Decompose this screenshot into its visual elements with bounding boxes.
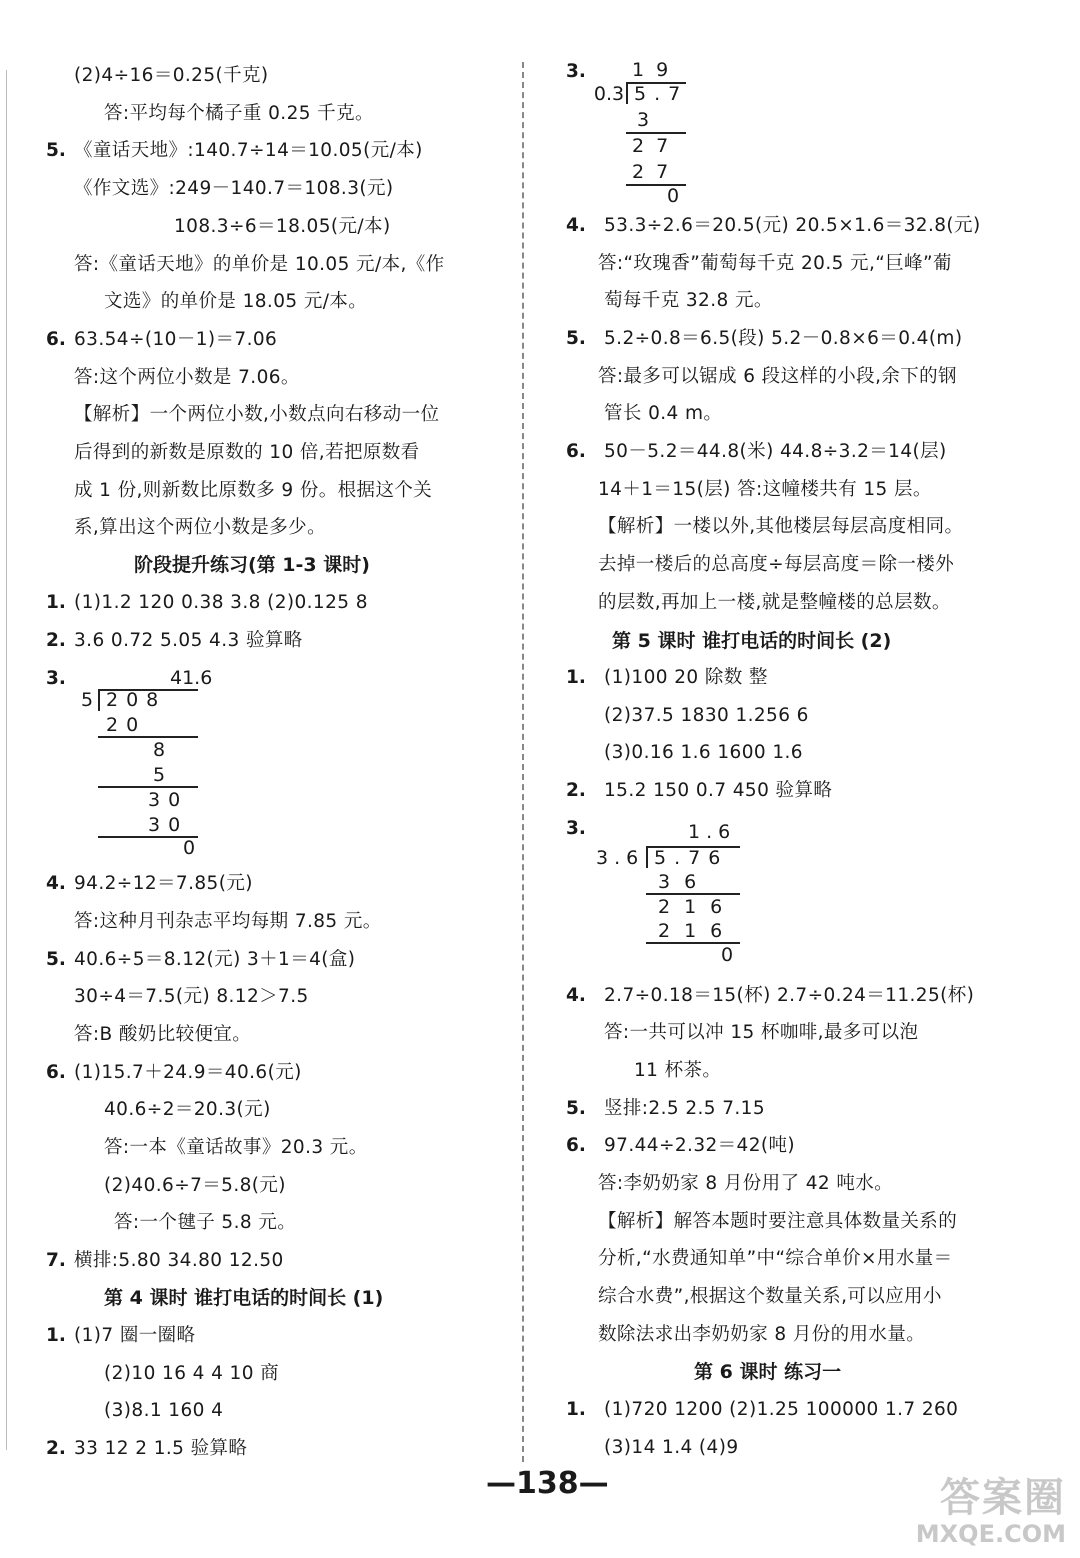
answer-line: (3)8.1 160 4	[104, 1400, 224, 1421]
answer-line: (2)4÷16＝0.25(千克)	[74, 65, 269, 86]
question-number: 3.	[566, 818, 586, 839]
answer-line: 答:这个两位小数是 7.06。	[74, 367, 300, 388]
answer-line: 15.2 150 0.7 450 验算略	[604, 780, 833, 801]
division-step: 8	[152, 739, 166, 761]
answer-line: 30÷4＝7.5(元) 8.12＞7.5	[74, 986, 309, 1007]
answer-line: 答:一共可以冲 15 杯咖啡,最多可以泡	[604, 1022, 919, 1043]
division-step: 27	[632, 161, 681, 183]
division-step: 30	[148, 814, 189, 836]
column-divider	[522, 62, 524, 1462]
divisor: 0.3	[593, 83, 625, 105]
answer-line: (1)7 圈一圈略	[74, 1325, 196, 1346]
question-number: 2.	[46, 1438, 66, 1459]
long-division-left	[76, 656, 213, 859]
division-step: 216	[658, 920, 737, 942]
question-number: 6.	[566, 1135, 586, 1156]
answer-line: 答:一本《童话故事》20.3 元。	[104, 1137, 368, 1158]
answer-line: 【解析】一个两位小数,小数点向右移动一位	[74, 404, 440, 425]
answer-line: (3)0.16 1.6 1600 1.6	[604, 742, 803, 763]
answer-line: 答:最多可以锯成 6 段这样的小段,余下的钢	[598, 366, 957, 387]
division-step: 0	[720, 944, 734, 966]
question-number: 3.	[46, 668, 66, 689]
answer-line: 3.6 0.72 5.05 4.3 验算略	[74, 630, 303, 651]
question-number: 1.	[46, 1325, 66, 1346]
question-number: 6.	[46, 1062, 66, 1083]
answer-line: 《童话天地》:140.7÷14＝10.05(元/本)	[74, 140, 423, 161]
question-number: 2.	[566, 780, 586, 801]
division-step: 5	[152, 764, 166, 786]
division-step: 0	[666, 185, 680, 207]
watermark-site: MXQE.COM	[915, 1520, 1066, 1548]
division-step: 30	[148, 789, 189, 811]
dividend: 5.7	[634, 83, 689, 105]
answer-line: 后得到的新数是原数的 10 倍,若把原数看	[74, 442, 420, 463]
dividend: 5.76	[654, 847, 729, 869]
long-division-right-top	[592, 56, 702, 206]
answer-line: (1)100 20 除数 整	[604, 667, 768, 688]
answer-line: 5.2÷0.8＝6.5(段) 5.2－0.8×6＝0.4(m)	[604, 328, 963, 349]
divisor: 5	[80, 689, 94, 711]
answer-line: 横排:5.80 34.80 12.50	[74, 1250, 284, 1271]
answer-line: 97.44÷2.32＝42(吨)	[604, 1135, 796, 1156]
question-number: 1.	[566, 1399, 586, 1420]
question-number: 2.	[46, 630, 66, 651]
dividend: 208	[106, 689, 167, 711]
division-step: 0	[182, 837, 196, 859]
division-step: 27	[632, 135, 681, 157]
division-step: 3	[636, 109, 650, 131]
answer-line: 14＋1＝15(层) 答:这幢楼共有 15 层。	[598, 479, 932, 500]
answer-line: (1)15.7＋24.9＝40.6(元)	[74, 1062, 302, 1083]
section-title: 第 5 课时 谁打电话的时间长 (2)	[612, 630, 892, 652]
answer-line: 文选》的单价是 18.05 元/本。	[104, 291, 368, 312]
question-number: 4.	[46, 873, 66, 894]
page-number: —138—	[486, 1466, 609, 1501]
question-number: 3.	[566, 61, 586, 82]
answer-line: 108.3÷6＝18.05(元/本)	[174, 216, 391, 237]
answer-line: 40.6÷5＝8.12(元) 3＋1＝4(盒)	[74, 949, 356, 970]
answer-line: 33 12 2 1.5 验算略	[74, 1438, 248, 1459]
section-title: 第 4 课时 谁打电话的时间长 (1)	[104, 1287, 384, 1309]
answer-line: 答:《童话天地》的单价是 10.05 元/本,《作	[74, 254, 445, 275]
question-number: 5.	[46, 949, 66, 970]
quotient: 1.6	[688, 821, 737, 843]
answer-line: 《作文选》:249－140.7＝108.3(元)	[74, 178, 394, 199]
answer-line: 答:李奶奶家 8 月份用了 42 吨水。	[598, 1173, 894, 1194]
answer-line: 分析,“水费通知单”中“综合单价×用水量＝	[598, 1248, 953, 1269]
quotient: 41.6	[170, 667, 213, 689]
watermark-brand: 答案圈	[940, 1475, 1066, 1521]
section-title: 阶段提升练习(第 1-3 课时)	[134, 554, 370, 576]
answer-line: (2)37.5 1830 1.256 6	[604, 705, 809, 726]
division-step: 20	[106, 714, 147, 736]
answer-line: 答:平均每个橘子重 0.25 千克。	[104, 103, 374, 124]
answer-line: 94.2÷12＝7.85(元)	[74, 873, 253, 894]
question-number: 6.	[566, 441, 586, 462]
question-number: 5.	[46, 140, 66, 161]
answer-line: 管长 0.4 m。	[604, 403, 723, 424]
answer-line: 答:“玫瑰香”葡萄每千克 20.5 元,“巨峰”葡	[598, 253, 952, 274]
answer-line: (2)10 16 4 4 10 商	[104, 1363, 280, 1384]
division-step: 36	[658, 871, 711, 893]
answer-line: 53.3÷2.6＝20.5(元) 20.5×1.6＝32.8(元)	[604, 215, 981, 236]
answer-line: 竖排:2.5 2.5 7.15	[604, 1098, 766, 1119]
quotient: 19	[632, 59, 681, 81]
answer-line: 系,算出这个两位小数是多少。	[74, 517, 326, 538]
question-number: 1.	[566, 667, 586, 688]
answer-line: 【解析】一楼以外,其他楼层每层高度相同。	[598, 516, 964, 537]
divisor: 3.6	[596, 847, 645, 869]
answer-line: 2.7÷0.18＝15(杯) 2.7÷0.24＝11.25(杯)	[604, 985, 975, 1006]
question-number: 7.	[46, 1250, 66, 1271]
answer-line: 11 杯茶。	[634, 1060, 722, 1081]
answer-line: 50－5.2＝44.8(米) 44.8÷3.2＝14(层)	[604, 441, 947, 462]
answer-line: 答:B 酸奶比较便宜。	[74, 1024, 252, 1045]
question-number: 4.	[566, 215, 586, 236]
answer-line: 的层数,再加上一楼,就是整幢楼的总层数。	[598, 592, 951, 613]
answer-line: 综合水费”,根据这个数量关系,可以应用小	[598, 1286, 942, 1307]
answer-line: 答:一个毽子 5.8 元。	[114, 1212, 297, 1233]
answer-line: 萄每千克 32.8 元。	[604, 290, 773, 311]
answer-line: (1)1.2 120 0.38 3.8 (2)0.125 8	[74, 592, 368, 613]
answer-line: 40.6÷2＝20.3(元)	[104, 1099, 271, 1120]
division-step: 216	[658, 896, 737, 918]
page-edge-line	[6, 70, 7, 1450]
answer-line: 去掉一楼后的总高度÷每层高度＝除一楼外	[598, 554, 955, 575]
answer-line: (3)14 1.4 (4)9	[604, 1437, 739, 1458]
answer-line: 答:这种月刊杂志平均每期 7.85 元。	[74, 911, 382, 932]
question-number: 6.	[46, 329, 66, 350]
section-title: 第 6 课时 练习一	[694, 1361, 842, 1383]
question-number: 4.	[566, 985, 586, 1006]
question-number: 5.	[566, 328, 586, 349]
question-number: 1.	[46, 592, 66, 613]
answer-line: 【解析】解答本题时要注意具体数量关系的	[598, 1211, 958, 1232]
question-number: 5.	[566, 1098, 586, 1119]
long-division-right-mid	[596, 818, 756, 968]
answer-line: 数除法求出李奶奶家 8 月份的用水量。	[598, 1324, 926, 1345]
answer-line: 63.54÷(10－1)＝7.06	[74, 329, 278, 350]
answer-line: 成 1 份,则新数比原数多 9 份。根据这个关	[74, 480, 433, 501]
answer-line: (1)720 1200 (2)1.25 100000 1.7 260	[604, 1399, 959, 1420]
answer-line: (2)40.6÷7＝5.8(元)	[104, 1175, 286, 1196]
